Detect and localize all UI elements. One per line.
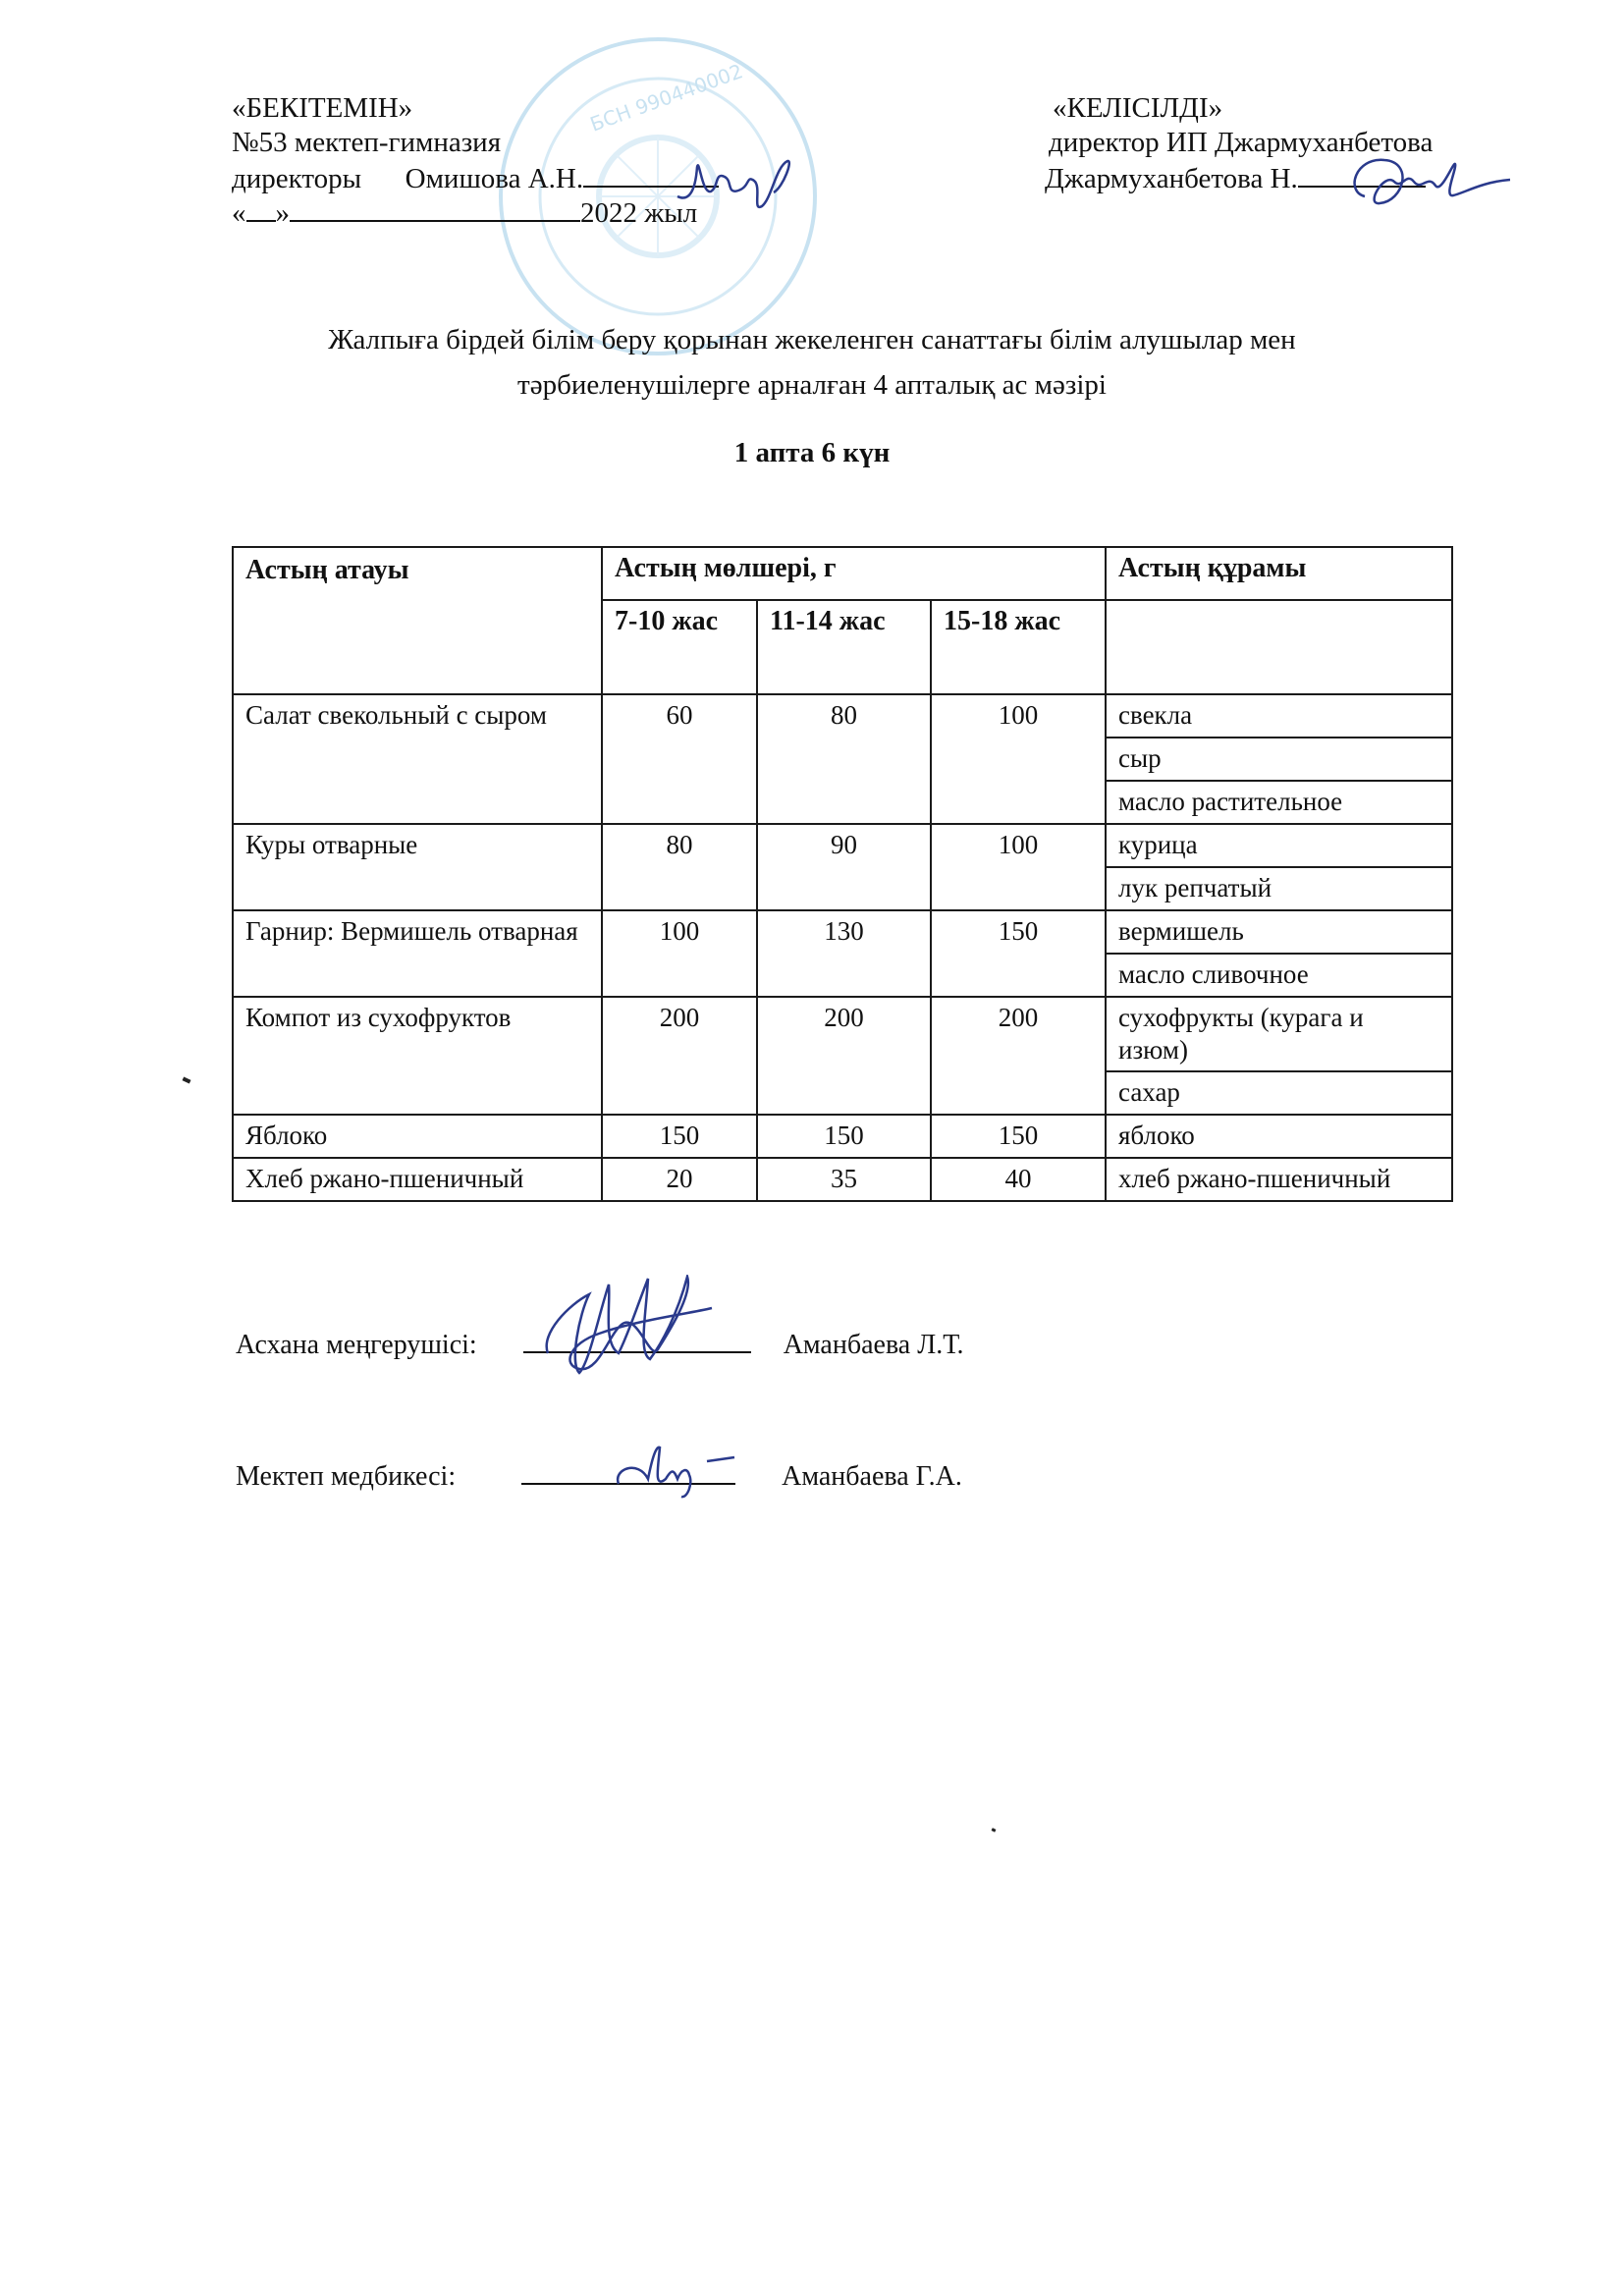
ingredient: масло растительное: [1106, 781, 1452, 824]
date-quote-close: »: [275, 197, 290, 229]
portion-7-10: 200: [602, 997, 757, 1115]
header-dish-name: Астың атауы: [233, 547, 602, 694]
canteen-name: Аманбаева Л.Т.: [783, 1330, 964, 1360]
ingredient: лук репчатый: [1106, 867, 1452, 910]
dish-name: Гарнир: Вермишель отварная: [233, 910, 602, 997]
portion-7-10: 150: [602, 1115, 757, 1158]
header-age-7-10: 7-10 жас: [602, 600, 757, 694]
portion-7-10: 80: [602, 824, 757, 910]
director-signature-line: [583, 160, 719, 188]
table-header-row: [233, 547, 1452, 600]
portion-15-18: 40: [931, 1158, 1106, 1201]
portion-11-14: 80: [757, 694, 931, 824]
document-title-line1: Жалпыға бірдей білім беру қорынан жекеленген санаттағы білім алушылар мен: [328, 324, 1296, 355]
approval-heading: «БЕКІТЕМІН»: [232, 92, 413, 124]
agreement-name: Джармуханбетова Н.: [1045, 163, 1298, 194]
ingredient: сыр: [1106, 738, 1452, 781]
canteen-label: Асхана меңгерушісі:: [236, 1330, 477, 1360]
approval-year: 2022 жыл: [580, 197, 698, 229]
portion-11-14: 130: [757, 910, 931, 997]
director-label: директоры: [232, 163, 362, 194]
portion-15-18: 100: [931, 694, 1106, 824]
ingredient: сухофрукты (курага и изюм): [1106, 997, 1452, 1071]
approval-director-row: [232, 160, 719, 196]
nurse-signature-line: [521, 1483, 735, 1485]
header-composition-blank: [1106, 600, 1452, 694]
dish-name: Куры отварные: [233, 824, 602, 910]
director-name: Омишова А.Н.: [405, 163, 584, 194]
dish-name: Хлеб ржано-пшеничный: [233, 1158, 602, 1201]
table-row: [233, 997, 1452, 1071]
agreement-position: директор ИП Джармуханбетова: [1049, 127, 1434, 158]
approval-school: №53 мектеп-гимназия: [232, 127, 502, 158]
dish-name: Салат свекольный с сыром: [233, 694, 602, 824]
ingredient: сахар: [1106, 1071, 1452, 1115]
portion-7-10: 20: [602, 1158, 757, 1201]
portion-7-10: 60: [602, 694, 757, 824]
date-month-blank: [290, 194, 580, 222]
approval-date-row: [232, 194, 697, 231]
dish-name: Компот из сухофруктов: [233, 997, 602, 1115]
dish-name: Яблоко: [233, 1115, 602, 1158]
portion-15-18: 150: [931, 1115, 1106, 1158]
portion-7-10: 100: [602, 910, 757, 997]
menu-table: [232, 546, 1453, 1202]
table-row: [233, 824, 1452, 867]
portion-15-18: 150: [931, 910, 1106, 997]
portion-11-14: 150: [757, 1115, 931, 1158]
ingredient: свекла: [1106, 694, 1452, 738]
header-age-15-18: 15-18 жас: [931, 600, 1106, 694]
table-row: [233, 1115, 1452, 1158]
canteen-signature-row: [236, 1330, 964, 1361]
header-portion: Астың мөлшері, г: [602, 547, 1106, 600]
scan-mark: [183, 1076, 191, 1083]
table-row: [233, 910, 1452, 954]
week-day-label: 1 апта 6 күн: [733, 437, 891, 468]
ingredient: хлеб ржано-пшеничный: [1106, 1158, 1452, 1201]
nurse-label: Мектеп медбикесі:: [236, 1461, 457, 1492]
canteen-signature-line: [523, 1351, 751, 1353]
scan-mark: [992, 1828, 997, 1831]
ingredient: масло сливочное: [1106, 954, 1452, 997]
agreement-signature-line: [1298, 160, 1426, 188]
nurse-signature-row: [236, 1461, 962, 1493]
portion-11-14: 200: [757, 997, 931, 1115]
ingredient: вермишель: [1106, 910, 1452, 954]
svg-text:БСН 990440002: БСН 990440002: [586, 59, 746, 137]
ingredient: курица: [1106, 824, 1452, 867]
document-title-line2: тәрбиеленушілерге арналған 4 апталық ас мәзірі: [517, 369, 1107, 401]
table-row: [233, 1158, 1452, 1201]
table-row: [233, 694, 1452, 738]
header-age-11-14: 11-14 жас: [757, 600, 931, 694]
agreement-heading: «КЕЛІСІЛДІ»: [1053, 92, 1223, 124]
ingredient: яблоко: [1106, 1115, 1452, 1158]
date-day-blank: [246, 194, 276, 222]
portion-15-18: 100: [931, 824, 1106, 910]
header-composition: Астың құрамы: [1106, 547, 1452, 600]
portion-11-14: 90: [757, 824, 931, 910]
portion-11-14: 35: [757, 1158, 931, 1201]
nurse-name: Аманбаева Г.А.: [782, 1461, 962, 1492]
date-quote-open: «: [232, 197, 246, 229]
agreement-name-row: [1045, 160, 1426, 196]
portion-15-18: 200: [931, 997, 1106, 1115]
